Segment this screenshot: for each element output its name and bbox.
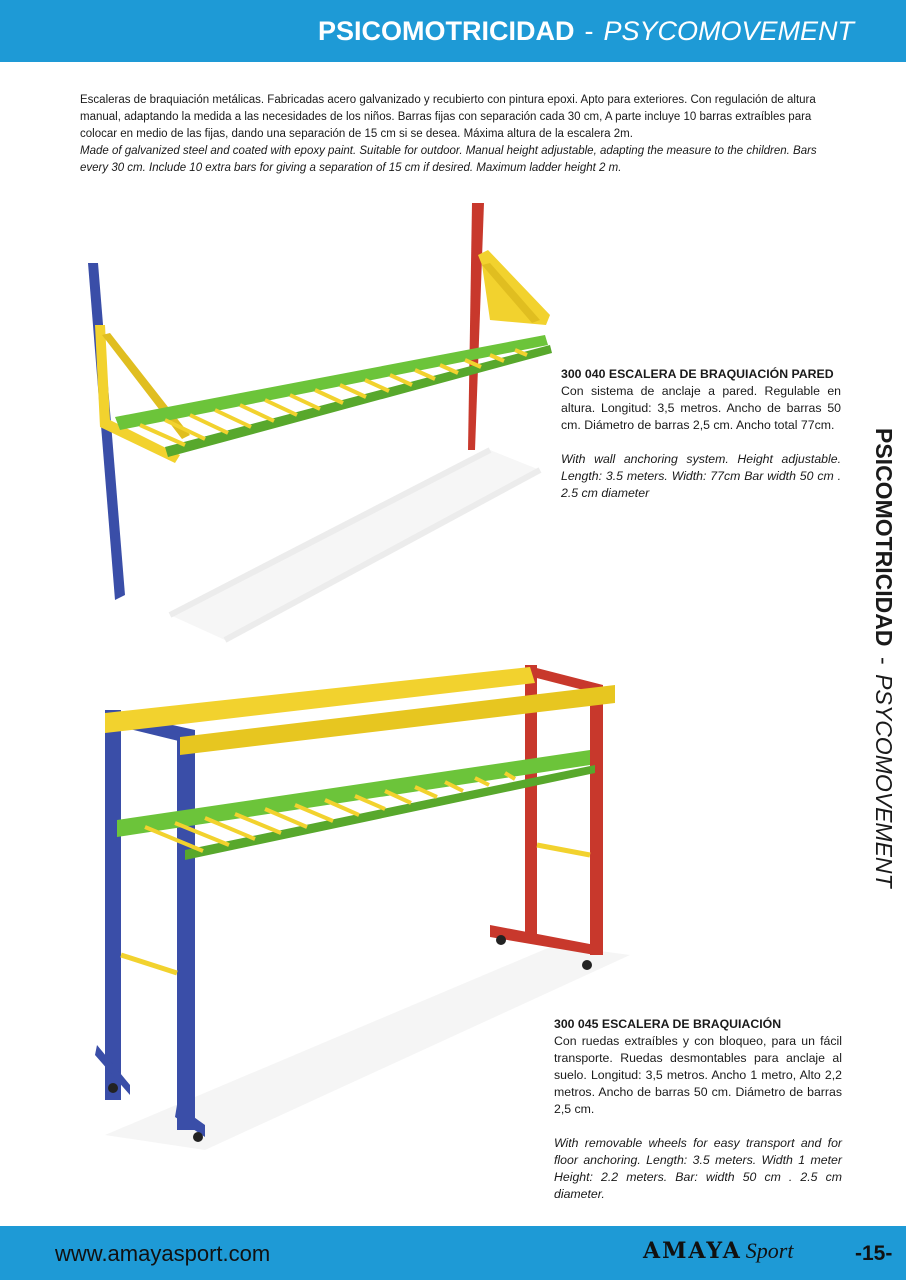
side-title-es: PSICOMOTRICIDAD (871, 428, 897, 647)
brand-script: Sport (745, 1238, 794, 1263)
footer-website-link[interactable]: www.amayasport.com (55, 1241, 271, 1266)
side-title (870, 428, 897, 888)
product-code-title: 300 040 ESCALERA DE BRAQUIACIÓN PARED (561, 367, 834, 381)
page-title-es: PSICOMOTRICIDAD (317, 16, 575, 46)
brand-logo (643, 1238, 793, 1264)
intro-text (80, 92, 828, 177)
right-bracket (478, 250, 550, 325)
product-code-title: 300 045 ESCALERA DE BRAQUIACIÓN (554, 1017, 782, 1031)
product-desc-es: Con sistema de anclaje a pared. Regulable en altura. Longitud: 3,5 metros. Ancho de barras 50 cm. Diámetro de barras 2,5 cm. Ancho total 77cm. (561, 384, 841, 432)
side-title-en: PSYCOMOVEMENT (871, 674, 897, 888)
blue-frame (95, 710, 205, 1137)
intro-es: Escaleras de braquiación metálicas. Fabricadas acero galvanizado y recubierto con pintura epoxi. Apto para exteriores. Con regulación de altura manual, adaptando la medida a las necesidades de los niños. Barras fijas con separación cada 30 cm, A parte incluye 10 barras extraíbles para colocar en medio de las fijas, dando una separación de 15 cm si se desea. Máxima altura de la escalera 2m. (80, 94, 816, 140)
page-title-separator: - (584, 16, 594, 46)
page-number: -15- (855, 1242, 893, 1265)
green-rail-front (115, 335, 548, 430)
blue-side-rung (121, 955, 177, 973)
product-desc-en: With wall anchoring system. Height adjustable. Length: 3.5 meters. Width: 77cm Bar width 50 cm . 2.5 cm diameter (561, 452, 841, 500)
red-post (468, 203, 484, 450)
intro-en: Made of galvanized steel and coated with epoxy paint. Suitable for outdoor. Manual height adjustable, adapting the measure to the children. Bars every 30 cm. Include 10 extra bars for giving a separation of 15 cm if desired. Maximum ladder height 2 m. (80, 145, 817, 174)
page-title-en: PSYCOMOVEMENT (603, 16, 854, 46)
wall-ladder-illustration (70, 195, 560, 665)
product-desc-en: With removable wheels for easy transport and for floor anchoring. Length: 3.5 meters. Width 1 meter Height: 2.2 meters. Bar: width 50 cm . 2.5 cm diameter. (554, 1136, 842, 1201)
page-title (318, 16, 854, 47)
wall-ladder-shadow (170, 450, 540, 640)
product-description-freestanding (554, 1016, 842, 1203)
side-title-separator: - (871, 656, 897, 665)
red-side-rung (537, 845, 590, 855)
brand-name: AMAYA (643, 1238, 742, 1264)
product-description-wall (561, 366, 841, 502)
product-desc-es: Con ruedas extraíbles y con bloqueo, para un fácil transporte. Ruedas desmontables para anclaje al suelo. Longitud: 3,5 metros. Ancho 1 metro, Alto 2,2 metros. Ancho de barras 50 cm. Diámetro de barras 2,5 cm. (554, 1034, 842, 1116)
